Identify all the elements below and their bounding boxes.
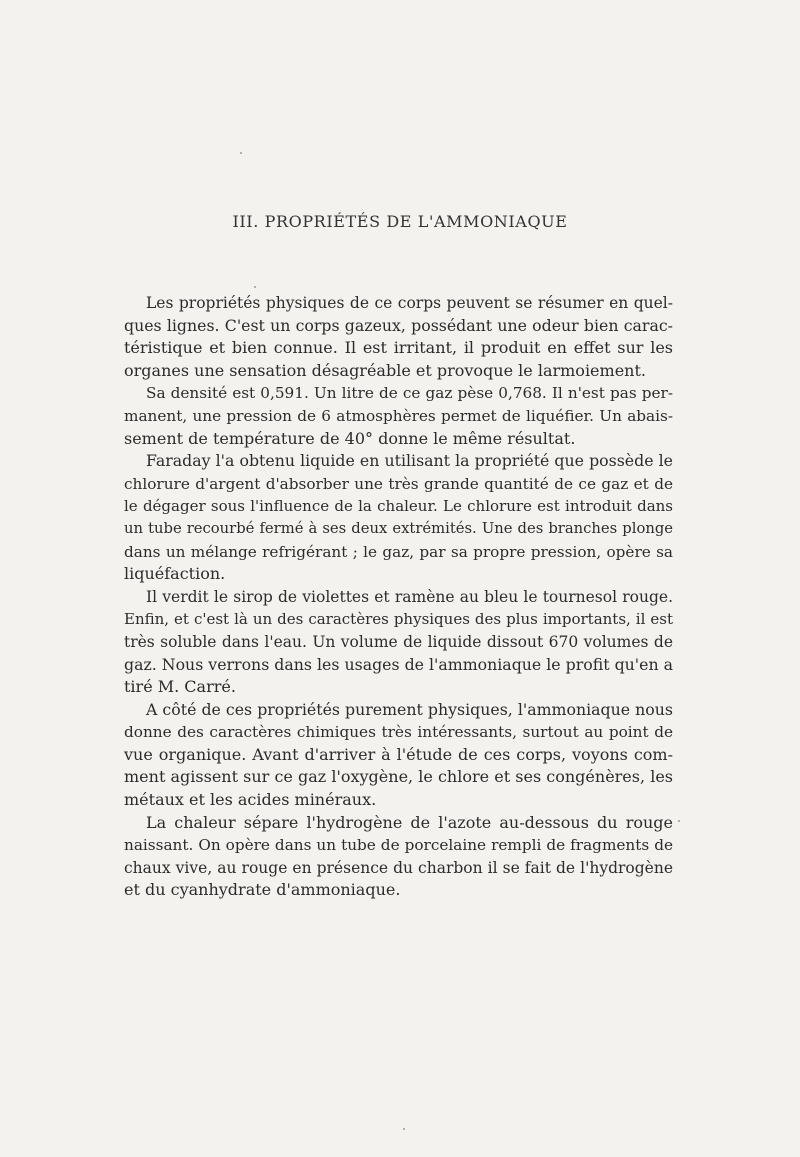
text-line: Faraday l'a obtenu liquide en utilisant la propriété que possède le <box>146 451 673 471</box>
text-line: très soluble dans l'eau. Un volume de liquide dissout 670 volumes de <box>124 632 673 651</box>
text-line: et du cyanhydrate d'ammoniaque. <box>124 880 401 900</box>
text-line: liquéfaction. <box>124 564 226 584</box>
text-line: A côté de ces propriétés purement physiques, l'ammoniaque nous <box>146 699 673 719</box>
body-text <box>124 292 673 902</box>
text-line: métaux et les acides minéraux. <box>124 790 377 810</box>
text-line: chlorure d'argent d'absorber une très grande quantité de ce gaz et de <box>124 474 673 493</box>
text-line: gaz. Nous verrons dans les usages de l'ammoniaque le profit qu'en a <box>124 654 673 674</box>
text-line: le dégager sous l'influence de la chaleur. Le chlorure est introduit dans <box>124 497 673 516</box>
text-line: un tube recourbé fermé à ses deux extrémités. Une des branches plonge <box>124 519 673 537</box>
text-line: téristique et bien connue. Il est irritant, il produit en effet sur les <box>124 338 673 358</box>
text-line: Il verdit le sirop de violettes et ramène au bleu le tournesol rouge. <box>146 587 673 606</box>
text-line: dans un mélange refrigérant ; le gaz, par sa propre pression, opère sa <box>124 542 673 561</box>
text-line: naissant. On opère dans un tube de porcelaine rempli de fragments de <box>124 836 673 855</box>
text-line: ment agissent sur ce gaz l'oxygène, le chlore et ses congénères, les <box>124 767 673 787</box>
text-line: manent, une pression de 6 atmosphères permet de liquéfier. Un abais- <box>124 406 673 425</box>
text-line: La chaleur sépare l'hydrogène de l'azote au-dessous du rouge <box>146 812 673 832</box>
text-line: Sa densité est 0,591. Un litre de ce gaz pèse 0,768. Il n'est pas per- <box>146 384 673 403</box>
section-heading: III. PROPRIÉTÉS DE L'AMMONIAQUE <box>232 212 568 231</box>
print-speck <box>254 286 256 288</box>
text-line: vue organique. Avant d'arriver à l'étude de ces corps, voyons com- <box>124 744 673 764</box>
text-line: organes une sensation désagréable et provoque le larmoiement. <box>124 360 646 380</box>
text-line: Les propriétés physiques de ce corps peuvent se résumer en quel- <box>146 294 673 312</box>
print-speck <box>678 820 680 822</box>
text-line: ques lignes. C'est un corps gazeux, possédant une odeur bien carac- <box>124 315 673 335</box>
text-line: Enfin, et c'est là un des caractères physiques des plus importants, il est <box>124 610 673 629</box>
print-speck <box>403 1128 405 1130</box>
text-line: donne des caractères chimiques très intéressants, surtout au point de <box>124 723 673 742</box>
text-line: tiré M. Carré. <box>124 677 236 697</box>
text-line: sement de température de 40° donne le même résultat. <box>124 428 576 448</box>
print-speck <box>240 152 242 154</box>
text-line: chaux vive, au rouge en présence du charbon il se fait de l'hydrogène <box>124 858 673 877</box>
